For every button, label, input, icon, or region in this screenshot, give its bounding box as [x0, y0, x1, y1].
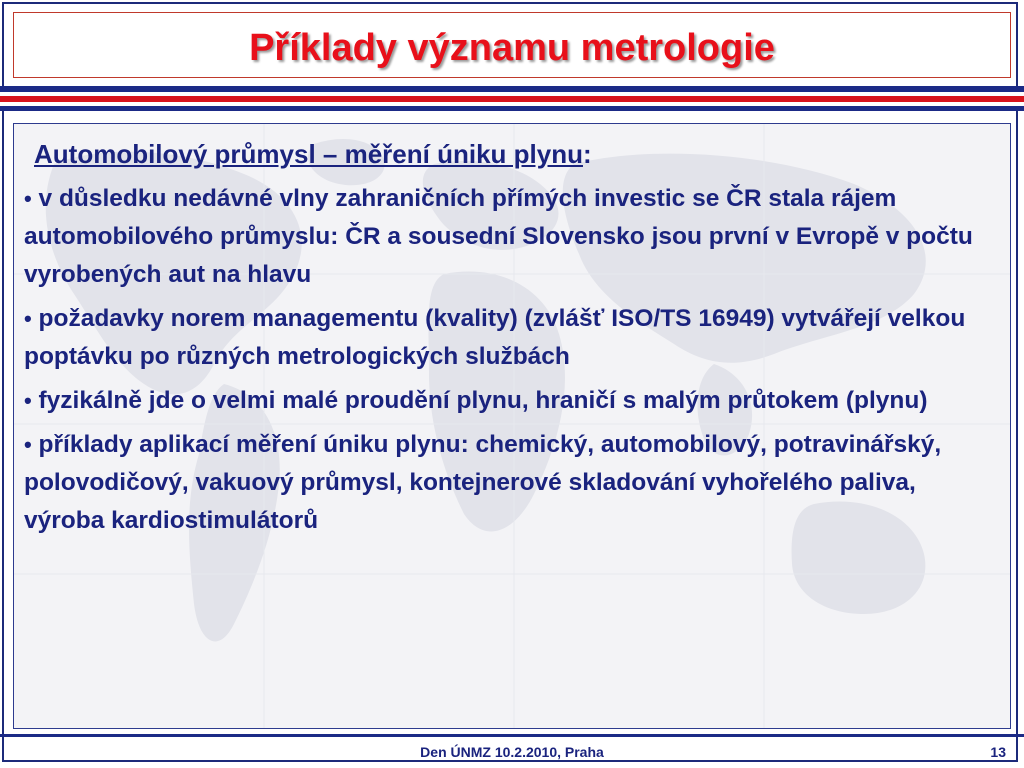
slide-title: Příklady významu metrologie: [249, 27, 775, 69]
bullet-marker: •: [24, 432, 32, 457]
bullet-marker: •: [24, 186, 32, 211]
bullet-item: [24, 382, 1002, 420]
title-box: [13, 12, 1011, 78]
bullet-marker: •: [24, 306, 32, 331]
section-heading-colon: :: [582, 139, 592, 169]
divider-stripe-blue-bottom: [0, 106, 1024, 111]
section-heading: [34, 134, 1002, 174]
content-box: [13, 123, 1011, 729]
bullet-marker: •: [24, 388, 32, 413]
bullet-text: fyzikálně jde o velmi malé proudění plynu, hraničí s malým průtokem (plynu): [31, 387, 928, 414]
bullet-item: [24, 300, 1002, 376]
footer-text: Den ÚNMZ 10.2.2010, Praha: [420, 744, 604, 760]
section-heading-text: Automobilový průmysl – měření úniku plynu: [34, 139, 583, 169]
bullet-text: požadavky norem managementu (kvality) (zvlášť ISO/TS 16949) vytvářejí velkou poptávku po různých metrologických službách: [24, 305, 966, 370]
bullet-text: příklady aplikací měření úniku plynu: chemický, automobilový, potravinářský, polovodičový, vakuový průmysl, kontejnerové skladování vyhořelého paliva, výroba kardiostimulátorů: [24, 431, 942, 534]
bullet-item: [24, 180, 1002, 294]
bullet-text: v důsledku nedávné vlny zahraničních přímých investic se ČR stala rájem automobilového průmyslu: ČR a sousední Slovensko jsou první v Evropě v počtu vyrobených aut na hlavu: [24, 185, 973, 288]
page-number: 13: [990, 744, 1006, 760]
slide-content: [24, 134, 1002, 540]
bullet-item: [24, 426, 1002, 540]
footer-divider: [0, 734, 1024, 737]
